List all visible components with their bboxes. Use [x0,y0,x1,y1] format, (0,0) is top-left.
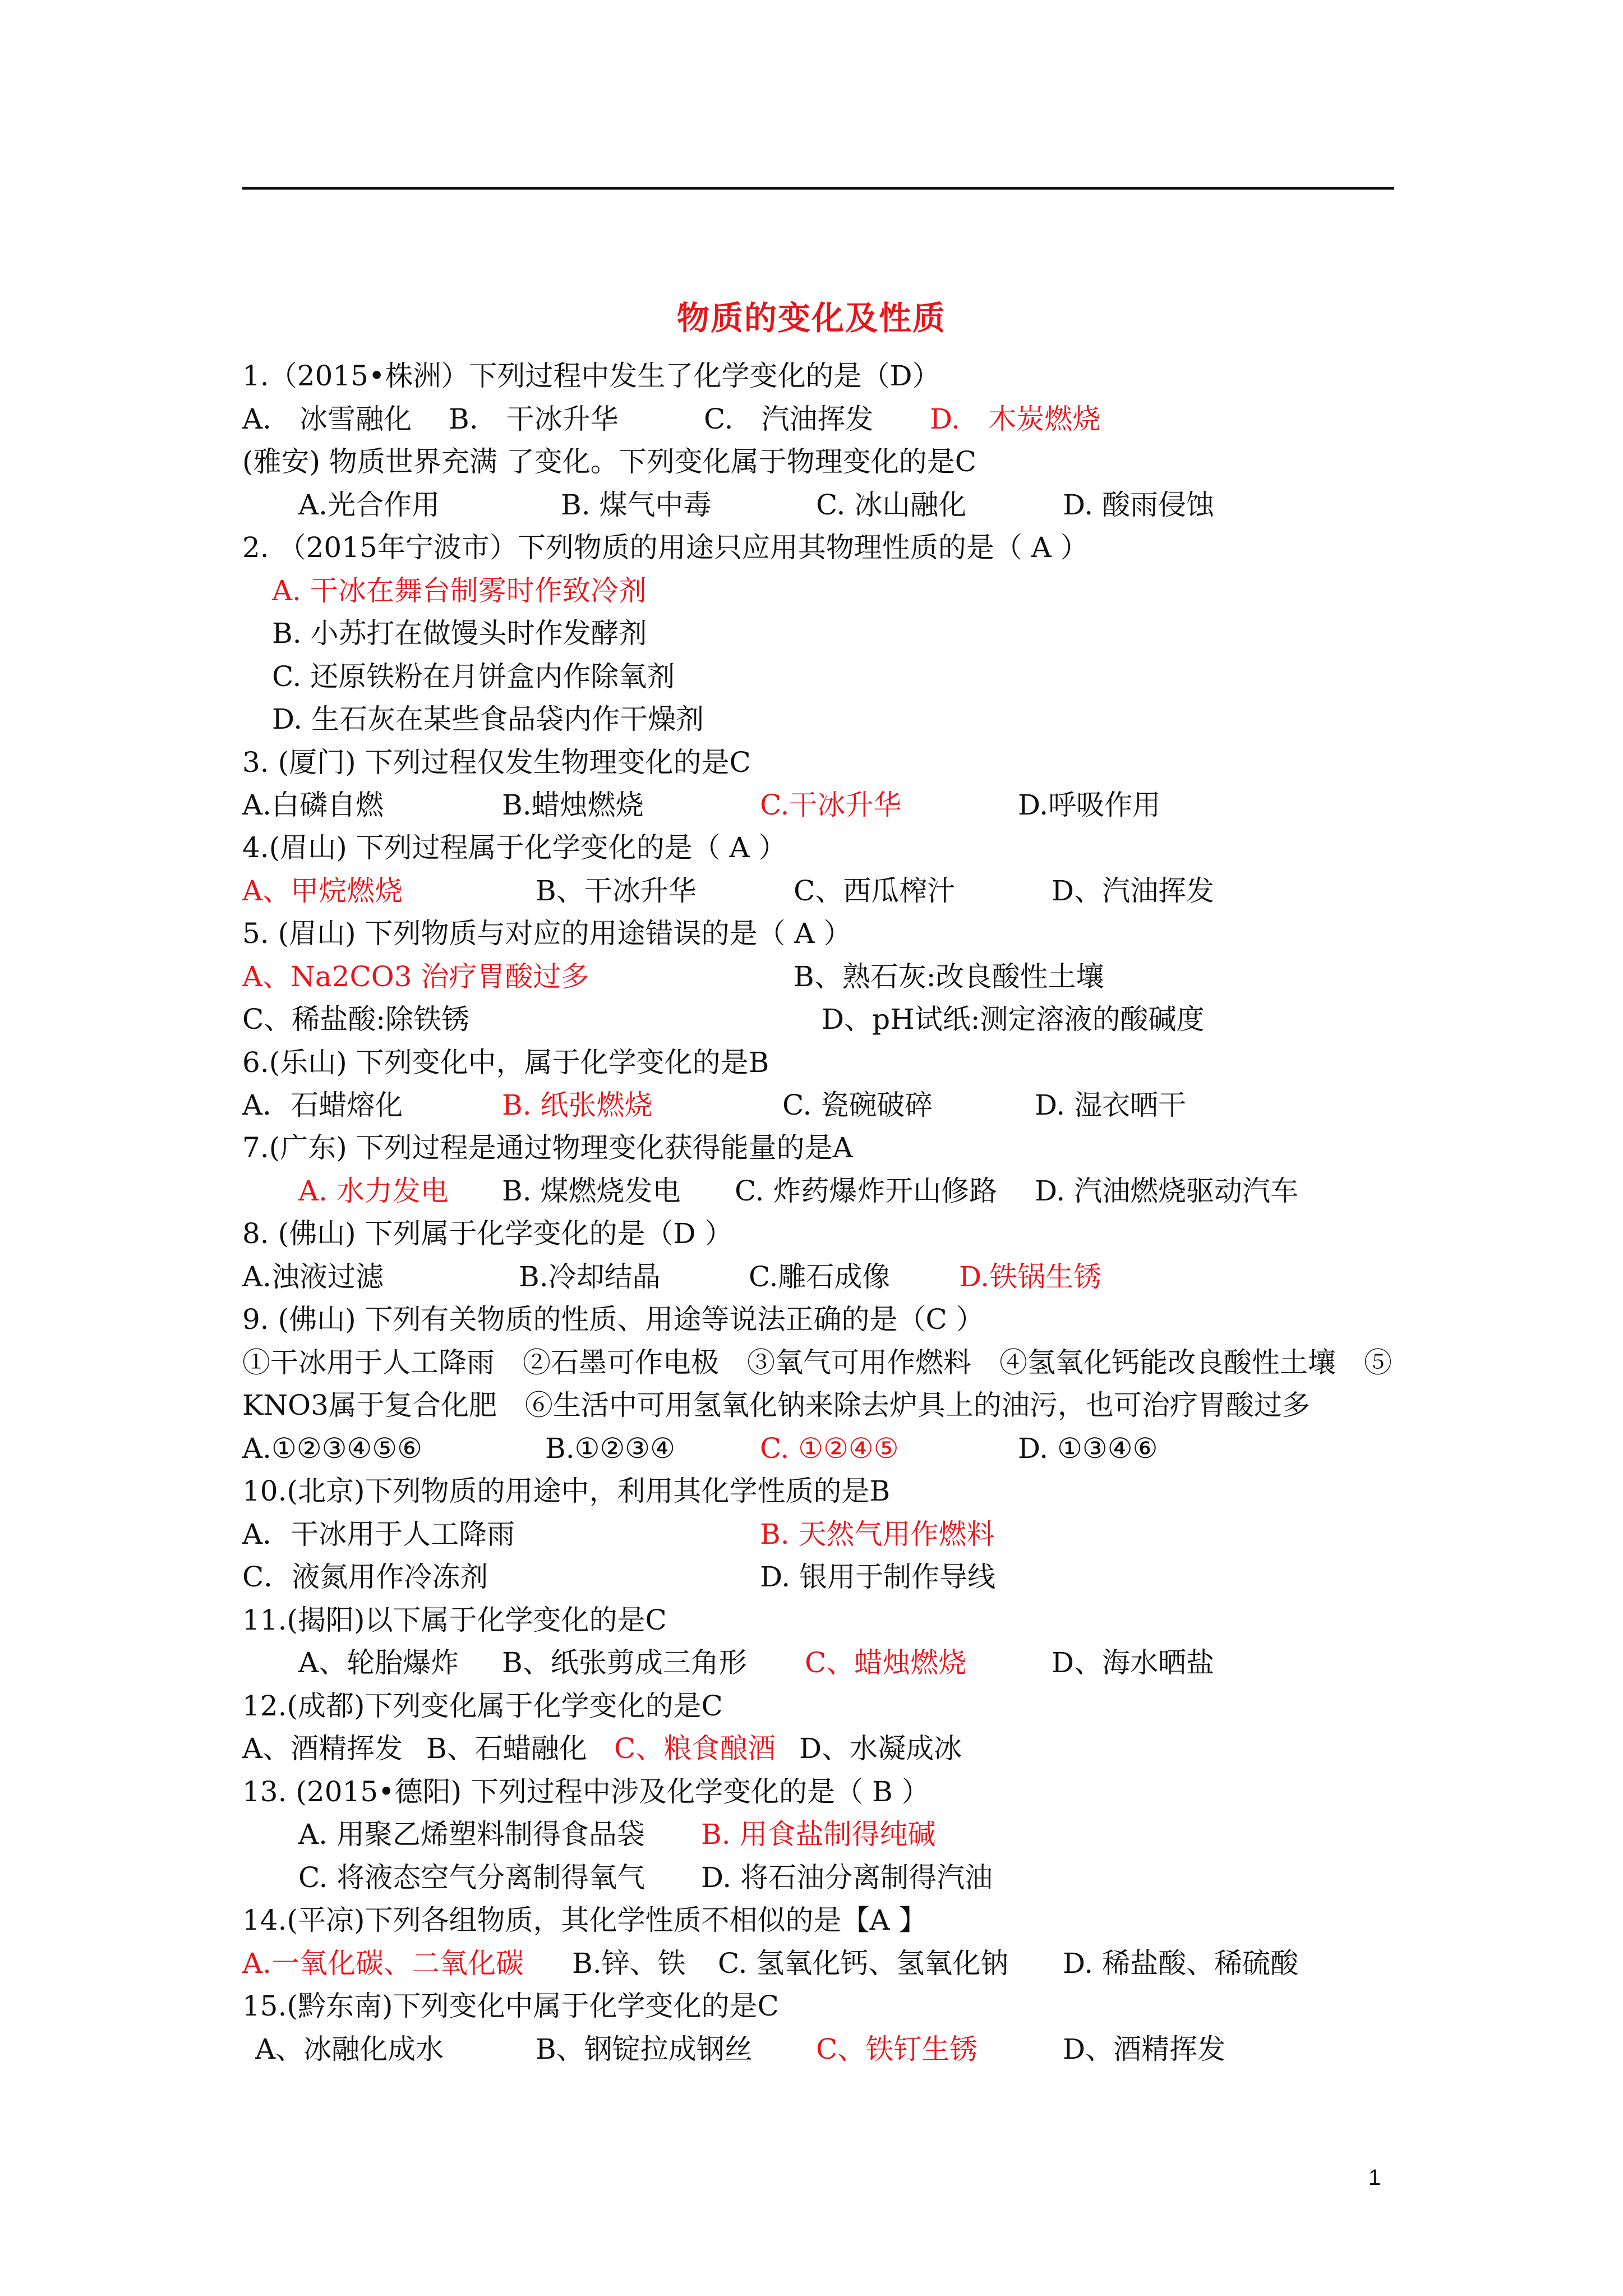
question-10-stem: 10.(北京)下列物质的用途中，利用其化学性质的是B [242,1475,891,1507]
q1-option-c: C. 汽油挥发 [704,403,874,435]
q1-option-b: B. 干冰升华 [449,403,619,435]
q8-option-b: B.冷却结晶 [519,1260,661,1293]
q9-option-b: B.①②③④ [545,1432,675,1465]
q8-option-a: A.浊液过滤 [242,1260,384,1293]
question-1-stem: 1.（2015•株洲）下列过程中发生了化学变化的是（D） [242,360,940,392]
q6-option-c: C. 瓷碗破碎 [782,1089,933,1121]
q5-option-c: C、稀盐酸:除铁锈 [242,1003,470,1036]
question-8-stem: 8. (佛山) 下列属于化学变化的是（D ） [242,1217,733,1250]
question-7-stem: 7.(广东) 下列过程是通过物理变化获得能量的是A [242,1131,853,1164]
q1-option-a: A. 冰雪融化 [242,403,412,435]
q7-option-a-answer: A. 水力发电 [298,1175,449,1207]
q11-option-a: A、轮胎爆炸 [298,1646,459,1679]
q9-option-c-answer: C. ①②④⑤ [760,1432,899,1465]
q7-option-c: C. 炸药爆炸开山修路 [735,1175,998,1207]
q4-option-d: D、汽油挥发 [1052,875,1215,907]
q8-option-d-answer: D.铁锅生锈 [959,1260,1102,1293]
q14-option-d: D. 稀盐酸、稀硫酸 [1063,1947,1299,1980]
q3-option-b: B.蜡烛燃烧 [502,789,644,821]
q13-option-c: C. 将液态空气分离制得氧气 [298,1861,645,1894]
q11-option-b: B、纸张剪成三角形 [502,1646,747,1679]
q1b-option-d: D. 酸雨侵蚀 [1063,489,1215,521]
q10-option-d: D. 银用于制作导线 [760,1561,996,1593]
question-14-stem: 14.(平凉)下列各组物质，其化学性质不相似的是【A 】 [242,1904,927,1936]
question-11-stem: 11.(揭阳)以下属于化学变化的是C [242,1604,667,1636]
q15-option-a: A、冰融化成水 [255,2033,444,2065]
q14-option-a-answer: A.一氧化碳、二氧化碳 [242,1947,524,1980]
q15-option-b: B、钢锭拉成钢丝 [536,2033,753,2065]
q1b-option-c: C. 冰山融化 [816,489,967,521]
q5-option-d: D、pH试纸:测定溶液的酸碱度 [822,1003,1205,1036]
q5-option-a-answer: A、Na2CO3 治疗胃酸过多 [242,960,589,993]
q8-option-c: C.雕石成像 [749,1260,891,1293]
q12-option-d: D、水凝成冰 [799,1732,962,1765]
q4-option-b: B、干冰升华 [536,875,697,907]
q9-option-d: D. ①③④⑥ [1018,1432,1158,1465]
q2-option-a-answer: A. 干冰在舞台制雾时作致冷剂 [272,574,647,607]
question-5-stem: 5. (眉山) 下列物质与对应的用途错误的是（ A ） [242,917,852,950]
q3-option-c-answer: C.干冰升华 [760,789,902,821]
q7-option-b: B. 煤燃烧发电 [502,1175,681,1207]
q9-option-a: A.①②③④⑤⑥ [242,1432,422,1465]
page-title: 物质的变化及性质 [676,299,946,337]
q6-option-d: D. 湿衣晒干 [1035,1089,1187,1121]
q4-option-c: C、西瓜榨汁 [794,875,956,907]
q10-option-c: C．液氮用作冷冻剂 [242,1561,488,1593]
q10-option-b-answer: B. 天然气用作燃料 [760,1518,995,1550]
header-rule [242,187,1394,190]
q1b-option-b: B. 煤气中毒 [561,489,712,521]
q14-option-c: C. 氢氧化钙、氢氧化钠 [718,1947,1009,1980]
q2-option-c: C. 还原铁粉在月饼盒内作除氧剂 [272,660,675,693]
question-4-stem: 4.(眉山) 下列过程属于化学变化的是（ A ） [242,831,787,864]
q11-option-d: D、海水晒盐 [1052,1646,1215,1679]
q15-option-c-answer: C、铁钉生锈 [816,2033,978,2065]
q9-statements-line-1: ①干冰用于人工降雨 ②石墨可作电极 ③氧气可用作燃料 ④氢氧化钙能改良酸性土壤 ⑤ [242,1346,1392,1379]
q2-option-b: B. 小苏打在做馒头时作发酵剂 [272,617,647,650]
q3-option-d: D.呼吸作用 [1018,789,1161,821]
q10-option-a: A．干冰用于人工降雨 [242,1518,515,1550]
question-2-stem: 2. （2015年宁波市）下列物质的用途只应用其物理性质的是（ A ） [242,531,1089,564]
q15-option-d: D、酒精挥发 [1063,2033,1226,2065]
q11-option-c-answer: C、蜡烛燃烧 [805,1646,967,1679]
q1-option-d-answer: D. 木炭燃烧 [930,403,1101,435]
q6-option-b-answer: B. 纸张燃烧 [502,1089,653,1121]
question-13-stem: 13. (2015•德阳) 下列过程中涉及化学变化的是（ B ） [242,1775,930,1808]
question-12-stem: 12.(成都)下列变化属于化学变化的是C [242,1690,723,1722]
q14-option-b: B.锌、铁 [572,1947,686,1980]
question-15-stem: 15.(黔东南)下列变化中属于化学变化的是C [242,1990,779,2022]
q6-option-a: A．石蜡熔化 [242,1089,403,1121]
question-3-stem: 3. (厦门) 下列过程仅发生物理变化的是C [242,746,751,779]
q4-option-a-answer: A、甲烷燃烧 [242,875,403,907]
q13-option-b-answer: B. 用食盐制得纯碱 [701,1818,936,1851]
page-number: 1 [1368,2165,1381,2190]
question-1b-stem: (雅安) 物质世界充满 了变化。下列变化属于物理变化的是C [242,445,977,478]
question-9-stem: 9. (佛山) 下列有关物质的性质、用途等说法正确的是（C ） [242,1303,984,1336]
q3-option-a: A.白磷自燃 [242,789,384,821]
q2-option-d: D. 生石灰在某些食品袋内作干燥剂 [272,703,704,735]
q1b-option-a: A.光合作用 [298,489,440,521]
q7-option-d: D. 汽油燃烧驱动汽车 [1035,1175,1299,1207]
q12-option-b: B、石蜡融化 [426,1732,587,1765]
q12-option-c-answer: C、粮食酿酒 [614,1732,776,1765]
q12-option-a: A、酒精挥发 [242,1732,403,1765]
question-6-stem: 6.(乐山) 下列变化中，属于化学变化的是B [242,1046,769,1079]
q5-option-b: B、熟石灰:改良酸性土壤 [794,960,1104,993]
q13-option-a: A. 用聚乙烯塑料制得食品袋 [298,1818,645,1851]
q13-option-d: D. 将石油分离制得汽油 [701,1861,993,1894]
q9-statements-line-2: KNO3属于复合化肥 ⑥生活中可用氢氧化钠来除去炉具上的油污，也可治疗胃酸过多 [242,1389,1310,1421]
